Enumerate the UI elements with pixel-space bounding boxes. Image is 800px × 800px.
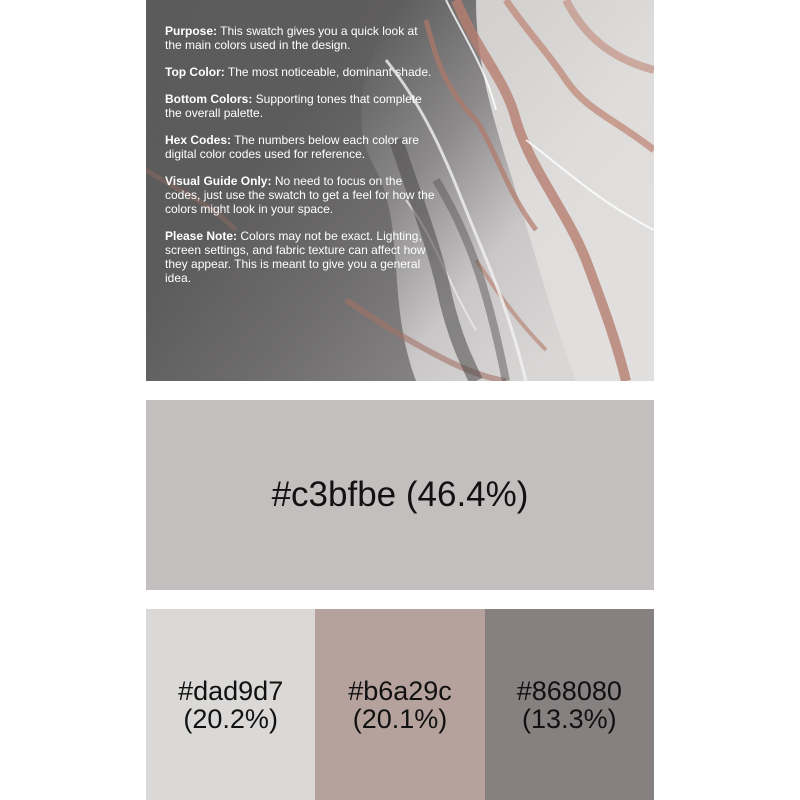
swatch-1 [146,609,315,800]
swatch-3 [485,609,654,800]
note-top-color: Top Color: The most noticeable, dominant shade. [165,65,432,79]
note-please-note: Please Note: Colors may not be exact. Lighting, screen settings, and fabric texture can affect how they appear. This is meant to give you a general idea. [165,229,426,285]
swatch-3-percent: (13.3%) [522,703,617,734]
info-notes [165,24,435,298]
swatch-3-hex: #868080 [516,675,622,706]
swatch-2-hex: #b6a29c [348,675,452,706]
swatch-2 [315,609,484,800]
marble-photo [146,0,654,381]
secondary-swatches [146,609,654,800]
swatch-2-percent: (20.1%) [352,703,448,734]
note-purpose: Purpose: This swatch gives you a quick look at the main colors used in the design. [165,24,418,52]
main-color-label: #c3bfbe (46.4%) [271,475,529,514]
swatch-1-percent: (20.2%) [183,703,278,734]
main-color-swatch [146,400,654,590]
note-hex-codes: Hex Codes: The numbers below each color are digital color codes used for reference. [165,133,419,161]
note-visual-guide: Visual Guide Only: No need to focus on the codes, just use the swatch to get a feel for how the colors might look in your space. [165,174,435,216]
note-bottom-colors: Bottom Colors: Supporting tones that complete the overall palette. [165,92,422,120]
swatch-1-hex: #dad9d7 [178,675,284,706]
